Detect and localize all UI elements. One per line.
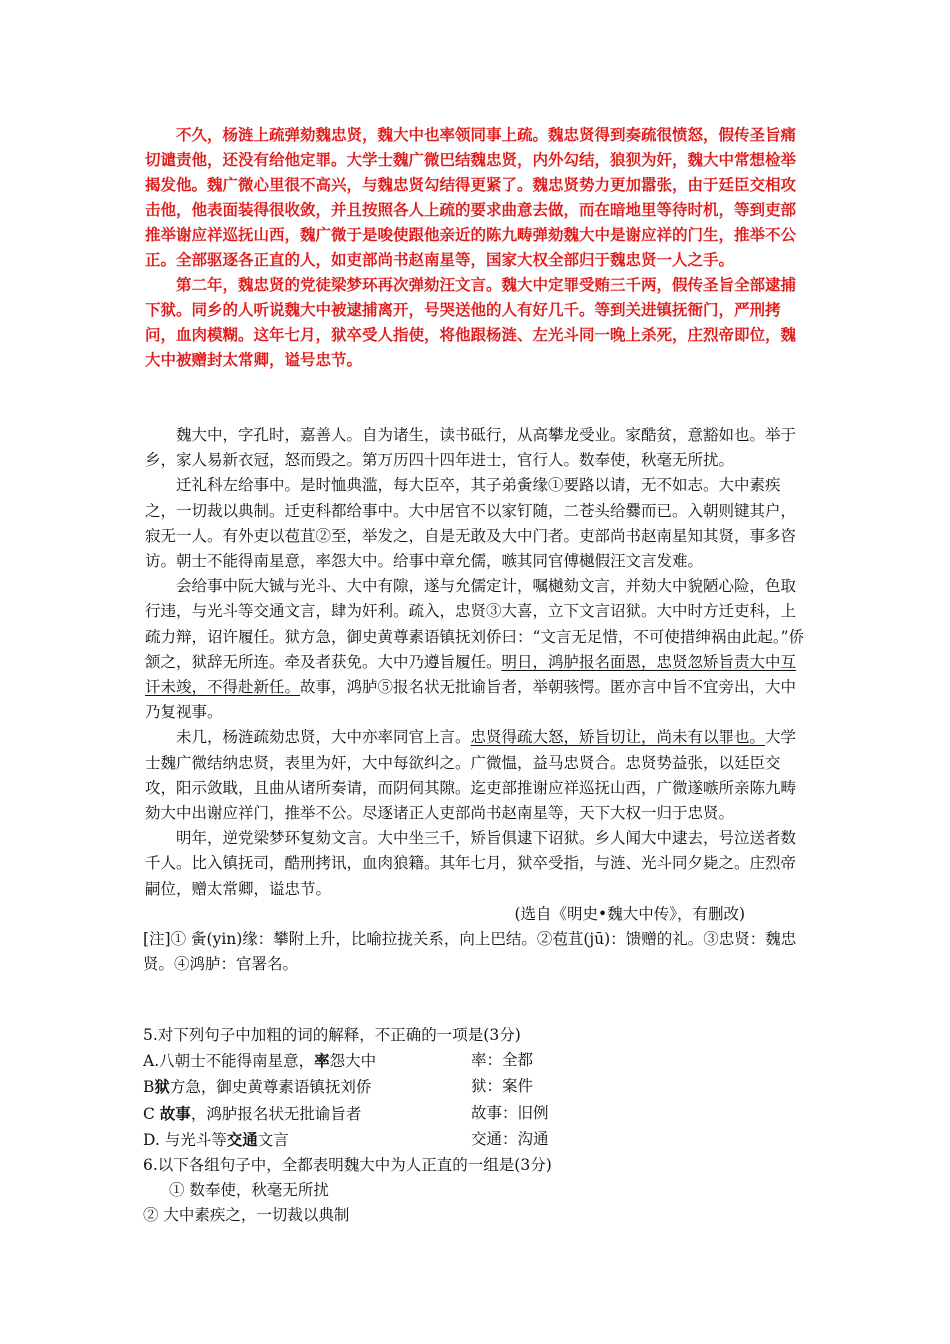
option-sentence [143,1074,471,1100]
question-5-stem: 5.对下列句子中加粗的词的解释，不正确的一项是(3分) [143,1026,521,1044]
option-text: B [143,1078,155,1097]
text-paragraph-3 [145,574,805,725]
option-text: A.八朝士不能得南星意， [143,1052,315,1071]
option-text: D. 与光斗等 [143,1130,227,1149]
text-segment: 大学士魏广微结纳忠贤，表里为奸，大中每欲纠之。广微愠，益马忠贤合。忠贤势益张，以廷臣交攻，阳示敛戢，且曲从诸所奏请，而阴伺其隙。迄吏部推谢应祥巡抚山西，广微遂嗾所亲陈九畴劾大中出谢应祥门，推举不公。尽逐诸正人吏部尚书赵南星等，天下大权一归于忠贤。 [145,728,797,823]
question-6-item-2: ② 大中素疾之，一切裁以典制 [143,1206,350,1225]
question-6-item-1: ① 数奉使，秋毫无所扰 [169,1181,329,1200]
underlined-sentence-2: 忠贤得疏大怒，矫旨切让，尚未有以罪也。 [470,728,766,747]
option-gloss: 故事：旧例 [471,1103,549,1122]
text-paragraph-5: 明年，逆党梁梦环复劾文言。大中坐三千，矫旨俱逮下诏狱。乡人闻大中逮去，号泣送者数千人。比入镇抚司，酷刑拷讯，血肉狼籍。其年七月，狱卒受指，与涟、光斗同夕毙之。庄烈帝嗣位，赠太常卿，谥忠节。 [145,829,797,898]
text-segment: 会给事中阮大铖与光斗、大中有隙，遂与允儒定计，嘱樾劾文言，并劾大中貌陋心险，色取行违，与光斗等交通文言，肆为奸利。疏入，忠贤③大喜，立下文言诏狱。大中时方迁吏科，上疏力辩，诏许履任。狱方急，御史黄尊素语镇抚刘侨曰：“文言无足惜，不可使措绅祸由此起。”侨颔之，狱辞无所连。牵及者获免。大中乃遵旨履任。 [145,577,805,671]
bold-word: 交通 [226,1129,258,1149]
option-sentence [143,1127,471,1153]
option-text: ，鸿胪报名状无批谕旨者 [190,1104,362,1123]
option-text: 怨大中 [329,1052,377,1071]
option-sentence [143,1101,471,1127]
option-gloss: 交通：沟通 [471,1129,549,1148]
question-6-stem: 6.以下各组句子中，全都表明魏大中为人正直的一组是(3分) [143,1156,552,1175]
question-5-option-c [143,1101,823,1127]
question-5-option-a [143,1048,823,1074]
translation-paragraph-2: 第二年，魏忠贤的党徒梁梦环再次弹劾汪文言。魏大中定罪受贿三千两，假传圣旨全部逮捕下狱。同乡的人听说魏大中被逮捕离开，号哭送他的人有好几千。等到关进镇抚衙门，严刑拷问，血肉模糊。这年七月，狱卒受人指使，将他跟杨涟、左光斗同一晚上杀死，庄烈帝即位，魏大中被赠封太常卿，谥号忠节。 [145,275,797,369]
text-paragraph-4 [145,725,805,826]
option-sentence [143,1048,471,1074]
text-segment: 故事，鸿胪⑤报名状无批谕旨者，举朝骇愕。匿亦言中旨不宜旁出，大中乃复视事。 [145,678,797,722]
option-gloss: 率：全都 [471,1051,534,1070]
option-text: 文言 [257,1130,289,1149]
text-paragraph-2: 迁礼科左给事中。是时恤典滥，每大臣卒，其子弟夤缘①要路以请，无不如志。大中素疾之，一切裁以典制。迁吏科都给事中。大中居官不以家钉随，二苍头给爨而已。入朝则键其户，寂无一人。有外吏以苞苴②至，举发之，自是无敢及大中门者。吏部尚书赵南星知其贤，事多咨访。朝士不能得南星意，率怨大中。给事中章允儒，嗾其同官傅樾假汪文言发难。 [145,476,797,571]
bold-word: 狱 [154,1077,170,1097]
translation-section [145,122,805,372]
text-segment: 未几，杨涟疏劾忠贤，大中亦率同官上言。 [176,728,471,747]
option-gloss: 狱：案件 [471,1077,534,1096]
option-text: 方急，御史黄尊素语镇抚刘侨 [169,1078,372,1097]
bold-word: 率 [314,1051,330,1071]
annotation-note: [注]① 夤(yin)缘：攀附上升，比喻拉拢关系，向上巴结。②苞苴(jū)：馈赠的礼。③忠贤：魏忠贤。④鸿胪：官署名。 [143,930,797,974]
question-5-option-b [143,1074,823,1100]
question-5-option-d [143,1127,823,1153]
underlined-sentence-1: 明日，鸿胪报名面恩，忠贤忽矫旨责大中互讦未竣，不得赴新任。 [145,652,797,697]
questions-section [143,1023,823,1229]
translation-paragraph-1: 不久，杨涟上疏弹劾魏忠贤，魏大中也率领同事上疏。魏忠贤得到奏疏很愤怒，假传圣旨痛切谴责他，还没有给他定罪。大学士魏广微巴结魏忠贤，内外勾结，狼狈为奸，魏大中常想检举揭发他。魏广微心里很不高兴，与魏忠贤勾结得更紧了。魏忠贤势力更加嚣张，由于廷臣交相攻击他，他表面装得很收敛，并且按照各人上疏的要求曲意去做，而在暗地里等待时机，等到吏部推举谢应祥巡抚山西，魏广微于是唆使跟他亲近的陈九畴弹劾魏大中是谢应祥的门生，推举不公正。全部驱逐各正直的人，如吏部尚书赵南星等，国家大权全部归于魏忠贤一人之手。 [145,125,797,269]
source-citation: (选自《明史•魏大中传》，有删改) [514,904,745,923]
option-text: C [143,1104,160,1123]
classical-text-section [145,423,805,977]
bold-word: 故事 [159,1103,191,1123]
text-paragraph-1: 魏大中，字孔时，嘉善人。自为诸生，读书砥行，从高攀龙受业。家酷贫，意豁如也。举于乡，家人易新衣冠，怒而毁之。第万历四十四年进士，官行人。数奉使，秋毫无所扰。 [145,426,797,470]
